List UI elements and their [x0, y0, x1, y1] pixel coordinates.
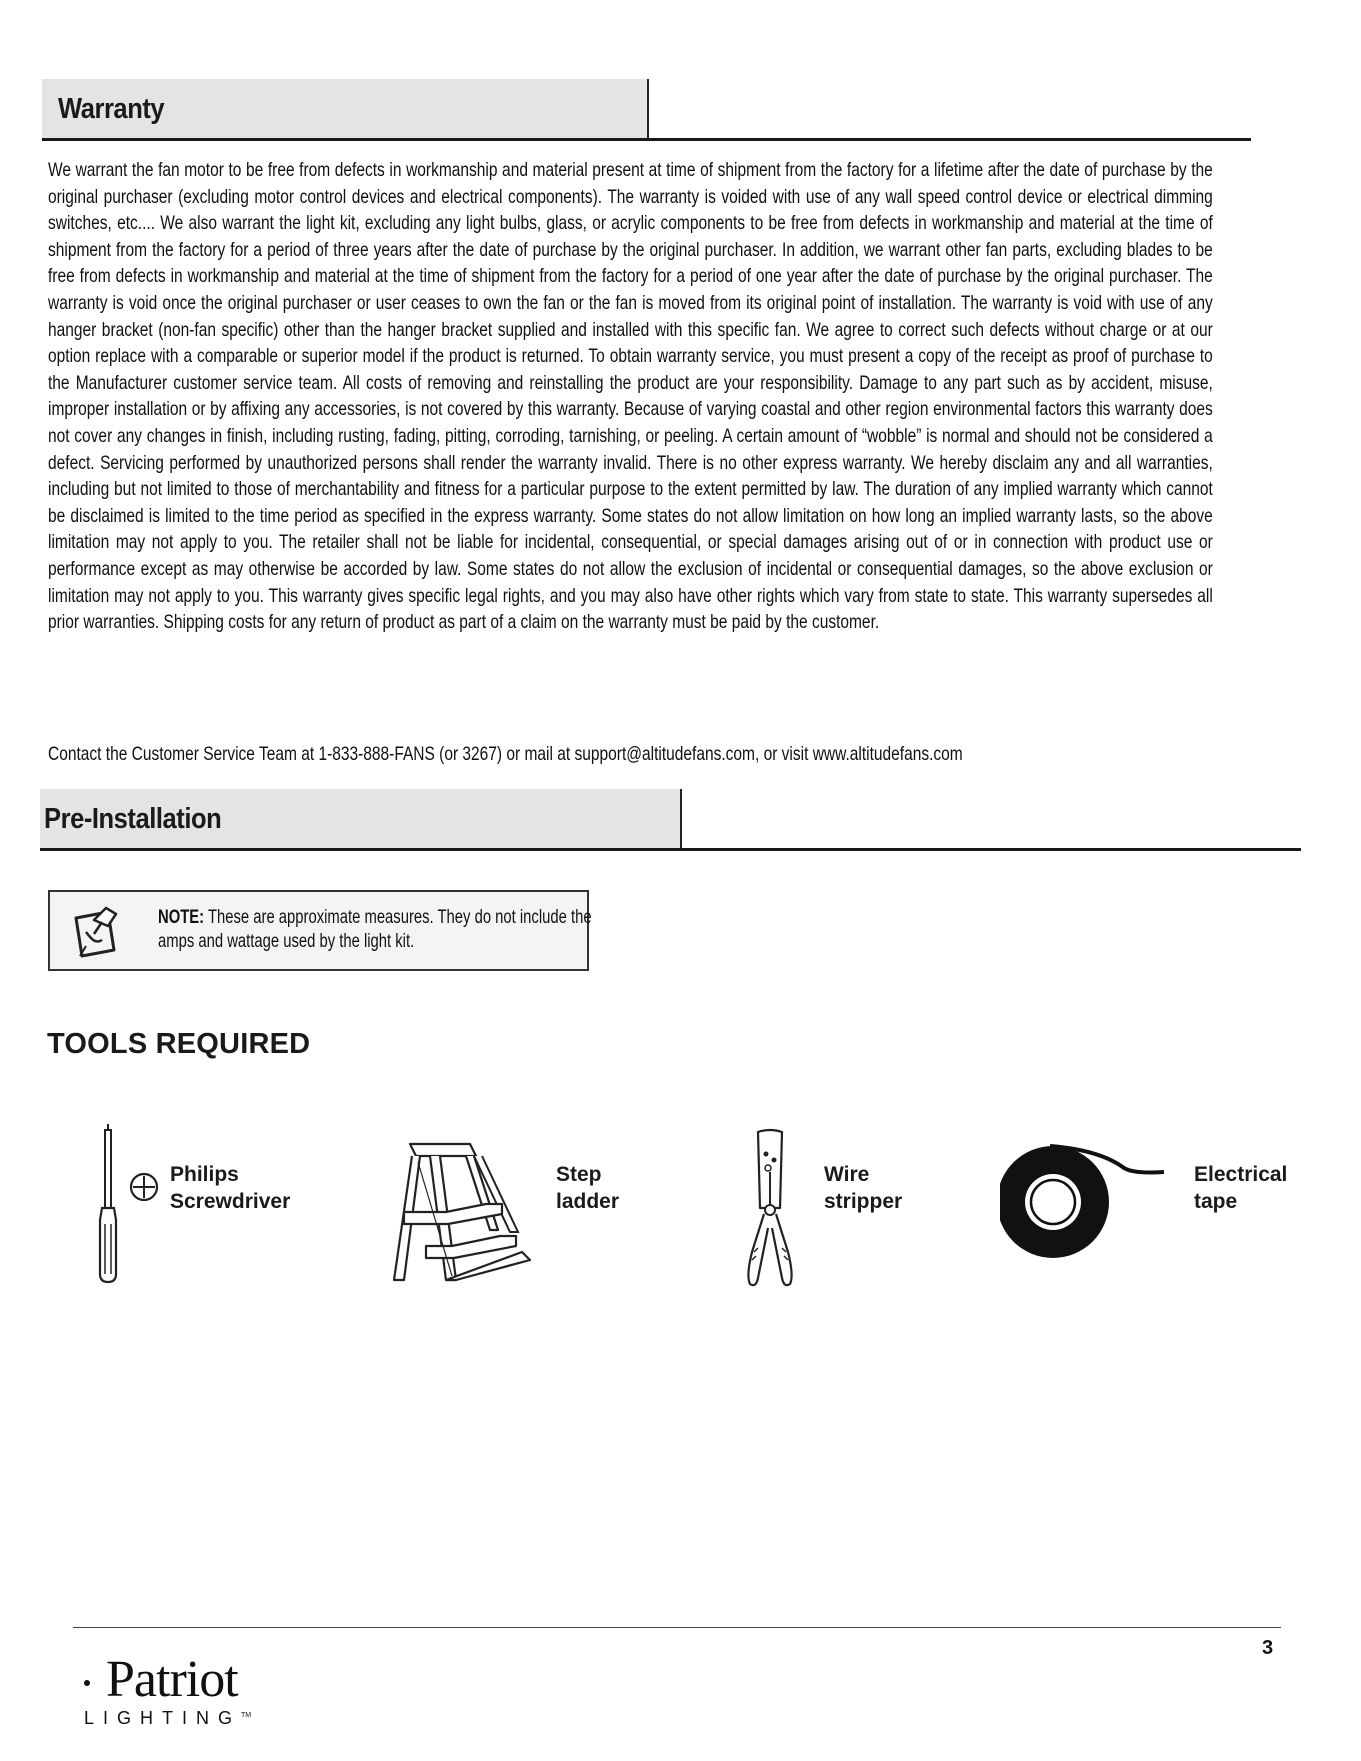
note-text	[158, 906, 595, 954]
brand-logo	[82, 1651, 282, 1728]
warranty-header-rule	[42, 138, 1251, 141]
note-body: These are approximate measures. They do not include the amps and wattage used by the light kit.	[158, 907, 592, 952]
screwdriver-icon	[86, 1124, 166, 1284]
tool-label-line2: stripper	[824, 1190, 903, 1213]
note-pin-icon	[72, 904, 126, 958]
warranty-heading: Warranty	[58, 93, 165, 125]
footer-rule	[73, 1627, 1281, 1628]
note-label: NOTE:	[158, 907, 205, 928]
tool-label-screwdriver	[170, 1161, 330, 1215]
note-box	[48, 890, 592, 971]
warranty-section-header	[42, 79, 1251, 141]
pre-installation-heading: Pre-Installation	[44, 803, 222, 835]
brand-name: Patriot	[106, 1651, 238, 1708]
tool-label-electrical-tape	[1194, 1161, 1354, 1215]
brand-subtitle-text: LIGHTING	[84, 1708, 242, 1728]
page-number: 3	[1262, 1637, 1274, 1659]
pre-installation-header-rule	[40, 848, 1301, 851]
contact-info: Contact the Customer Service Team at 1-833-888-FANS (or 3267) or mail at support@altitudefans.com, or visit www.altitudefans.com	[48, 743, 963, 765]
tool-label-line1: Electrical	[1194, 1163, 1288, 1186]
tool-label-wire-stripper	[824, 1161, 984, 1215]
tool-label-line2: ladder	[556, 1190, 620, 1213]
pre-installation-section-header	[40, 789, 1301, 851]
warranty-body: We warrant the fan motor to be free from defects in workmanship and material present at time of shipment from the factory for a lifetime after the date of purchase by the original purchaser (excluding motor control devices and electrical components). The warranty is voided with use of any wall speed control device or electrical dimming switches, etc.... We also warrant the light kit, excluding any light bulbs, glass, or acrylic components to be free from defects in workmanship and material at the time of shipment from the factory for a period of three years after the date of purchase by the original purchaser. In addition, we warrant other fan parts, excluding blades to be free from defects in workmanship and material at the time of shipment from the factory for a period of one year after the date of purchase by the original purchaser. The warranty is void once the original purchaser or user ceases to own the fan or the fan is moved from its original point of installation. The warranty is void with use of any hanger bracket (non-fan specific) other than the hanger bracket supplied and installed with this specific fan. We agree to correct such defects without charge or at our option replace with a comparable or superior model if the product is returned. To obtain warranty service, you must present a copy of the receipt as proof of purchase to the Manufacturer customer service team. All costs of removing and reinstalling the product are your responsibility. Damage to any part such as by accident, misuse, improper installation or by affixing any accessories, is not covered by this warranty. Because of varying coastal and other region environmental factors this warranty does not cover any changes in finish, including rusting, fading, pitting, corroding, tarnishing, or peeling. A certain amount of “wobble” is normal and should not be considered a defect. Servicing performed by unauthorized persons shall render the warranty invalid. There is no other express warranty. We hereby disclaim any and all warranties, including but not limited to those of merchantability and fitness for a particular purpose to the extent permitted by law. The duration of any implied warranty which cannot be disclaimed is limited to the time period as specified in the express warranty. Some states do not allow limitation on how long an implied warranty lasts, so the above limitation may not apply to you. The retailer shall not be liable for incidental, consequential, or special damages arising out of or in connection with product use or performance except as may otherwise be accorded by law. Some states do not allow the exclusion of incidental or consequential damages, so the above exclusion or limitation may not apply to you. This warranty gives specific legal rights, and you may also have other rights which vary from state to state. This warranty supersedes all prior warranties. Shipping costs for any return of product as part of a claim on the warranty must be paid by the customer.	[48, 159, 1213, 634]
brand-trademark: TM	[241, 1712, 252, 1719]
step-ladder-icon	[390, 1140, 540, 1290]
wire-stripper-icon	[740, 1128, 800, 1288]
brand-subtitle	[84, 1708, 251, 1729]
tool-label-line2: tape	[1194, 1190, 1238, 1213]
tool-label-line1: Philips	[170, 1163, 239, 1186]
tools-required-heading: TOOLS REQUIRED	[47, 1028, 311, 1060]
tool-label-step-ladder	[556, 1161, 716, 1215]
brand-dot	[84, 1680, 90, 1686]
electrical-tape-icon	[1000, 1140, 1170, 1260]
tool-label-line1: Wire	[824, 1163, 870, 1186]
tool-label-line2: Screwdriver	[170, 1190, 291, 1213]
tool-label-line1: Step	[556, 1163, 602, 1186]
